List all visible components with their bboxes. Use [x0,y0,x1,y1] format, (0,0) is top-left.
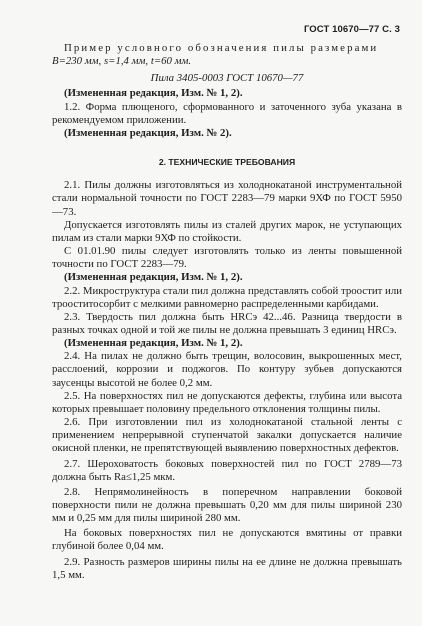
designation: Пила 3405-0003 ГОСТ 10670—77 [150,72,304,85]
clause-2-6: 2.6. При изготовлении пил из холоднокатаной стальной ленты с применением непрерывной ступенчатой закалки допускается наличие окисной пленки, не препятствующей выявлению поверхностных дефектов. [52,416,402,455]
revision-note-4: (Измененная редакция, Изм. № 1, 2). [64,337,243,350]
clause-2-5: 2.5. На поверхностях пил не допускаются дефекты, глубина или высота которых превышает половину предельного отклонения толщины пилы. [52,389,402,415]
revision-note-1: (Измененная редакция, Изм. № 1, 2). [64,87,243,100]
example-title: Пример условного обозначения пилы размерами [64,42,379,54]
page-header: ГОСТ 10670—77 С. 3 [303,24,400,35]
revision-note-3: (Измененная редакция, Изм. № 1, 2). [64,271,243,284]
revision-note-2: (Измененная редакция, Изм. № 2). [64,126,232,139]
clause-2-2: 2.2. Микроструктура стали пил должна представлять собой троостит или трооститосорбит с мелкими равномерно распределенными карбидами. [52,284,402,310]
section-title: 2. ТЕХНИЧЕСКИЕ ТРЕБОВАНИЯ [158,157,296,168]
clause-2-7: 2.7. Шероховатость боковых поверхностей пил по ГОСТ 2789—73 должна быть Ra≤1,25 мкм. [52,457,402,483]
clause-1-2: 1.2. Форма плющеного, сформованного и заточенного зуба указана в рекомендуемом приложении. [52,100,402,126]
page-content [52,42,402,582]
clause-2-9: 2.9. Разность размеров ширины пилы на ее длине не должна превышать 1,5 мм. [52,555,402,581]
example-dimensions: B=230 мм, s=1,4 мм, t=60 мм. [52,55,192,68]
clause-2-1: 2.1. Пилы должны изготовляться из холоднокатаной инструментальной стали нормальной точности по ГОСТ 2283—79 марки 9ХФ по ГОСТ 5950—73. [52,179,402,218]
clause-2-1-date: С 01.01.90 пилы следует изготовлять только из ленты повышенной точности по ГОСТ 2283—79. [52,245,402,271]
clause-2-8: 2.8. Непрямолинейность в поперечном направлении боковой поверхности пили не должна превышать 0,20 мм для пилы шириной 230 мм и 0,25 мм для пилы шириной 280 мм. [52,485,402,525]
clause-2-3: 2.3. Твердость пил должна быть HRCэ 42...46. Разница твердости в разных точках одной и той же пилы не должна превышать 3 единиц HRCэ. [52,310,402,336]
clause-2-4: 2.4. На пилах не должно быть трещин, волосовин, выкрошенных мест, расслоений, коррозии и поджогов. По контуру зубьев допускаются заусенцы высотой не более 0,2 мм. [52,350,402,389]
clause-2-1-allowance: Допускается изготовлять пилы из сталей других марок, не уступающих пилам из стали марки 9ХФ по стойкости. [52,218,402,244]
clause-2-8-dents: На боковых поверхностях пил не допускаются вмятины от правки глубиной более 0,04 мм. [52,527,402,553]
